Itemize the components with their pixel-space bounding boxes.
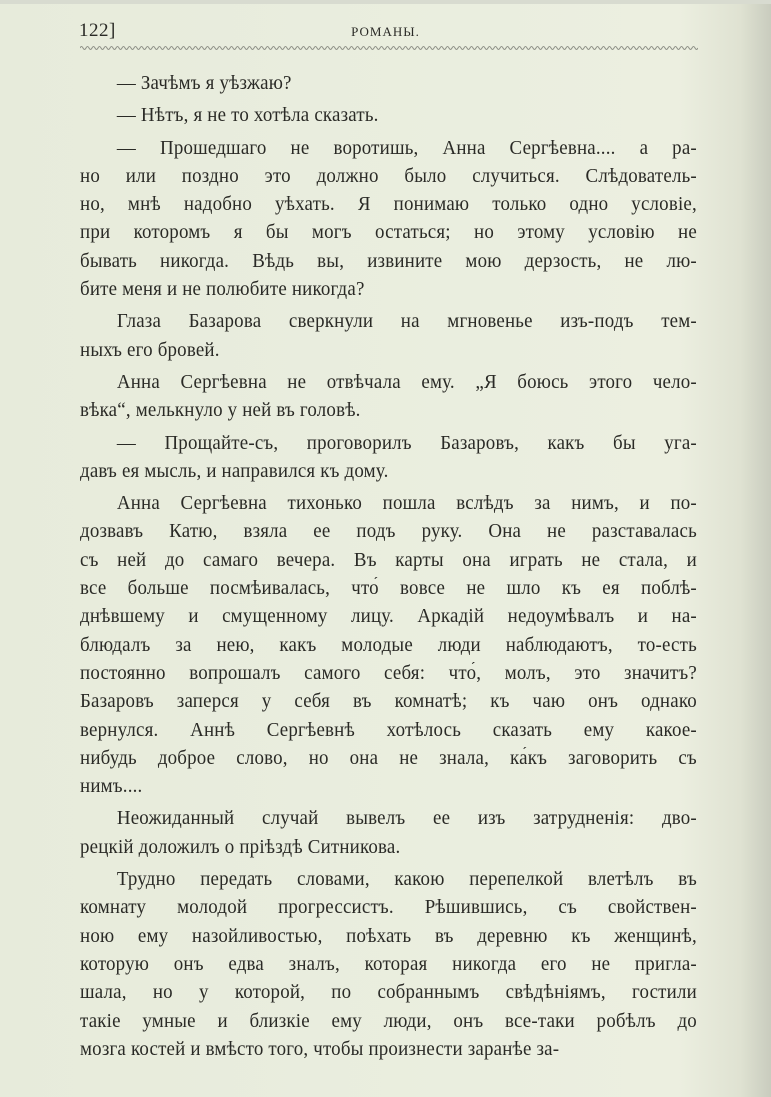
text-line: днѣвшему и смущенному лицу. Аркадій недоумѣвалъ и на- bbox=[80, 606, 697, 628]
text-line: шала, но у которой, по собраннымъ свѣдѣніямъ, гостили bbox=[80, 982, 697, 1004]
text-line: нимъ.... bbox=[80, 776, 143, 798]
text-line: Базаровъ заперся у себя въ комнатѣ; къ чаю онъ однако bbox=[80, 691, 697, 713]
text-line: давъ ея мысль, и направился къ дому. bbox=[80, 460, 389, 482]
text-line: комнату молодой прогрессистъ. Рѣшившись, съ свойствен- bbox=[80, 897, 697, 919]
paragraph bbox=[80, 308, 697, 365]
text-line: ныхъ его бровей. bbox=[80, 339, 220, 361]
text-line: вернулся. Аннѣ Сергѣевнѣ хотѣлось сказать ему какое- bbox=[80, 719, 697, 741]
wavy-rule-divider bbox=[80, 44, 698, 52]
text-line: Глаза Базарова сверкнули на мгновенье изъ-подъ тем- bbox=[116, 311, 697, 333]
text-line: мозга костей и вмѣсто того, чтобы произнести заранѣе за- bbox=[80, 1038, 560, 1060]
text-line: — Прощайте-съ, проговорилъ Базаровъ, какъ бы уга- bbox=[116, 432, 697, 454]
paragraph bbox=[80, 369, 697, 426]
scan-edge bbox=[0, 0, 771, 4]
text-line: — Прошедшаго не воротишь, Анна Сергѣевна.... а ра- bbox=[116, 137, 697, 159]
text-line: — Нѣтъ, я не то хотѣла сказать. bbox=[116, 105, 379, 127]
text-line: все больше посмѣивалась, что́ вовсе не шло къ ея поблѣ- bbox=[80, 578, 697, 600]
page-body-text bbox=[80, 70, 697, 1068]
text-line: — Зачѣмъ я уѣзжаю? bbox=[116, 73, 292, 94]
paragraph bbox=[80, 430, 697, 487]
text-line: которую онъ едва зналъ, которая никогда его не пригла- bbox=[80, 953, 697, 975]
text-line: постоянно вопрошалъ самого себя: что́, молъ, это значитъ? bbox=[80, 662, 697, 684]
paragraph bbox=[80, 102, 697, 130]
text-line: нибудь доброе слово, но она не знала, ка́къ заговорить съ bbox=[80, 747, 697, 769]
running-title: РОМАНЫ. bbox=[351, 24, 420, 39]
paragraph bbox=[80, 866, 697, 1064]
paragraph bbox=[80, 490, 697, 801]
page-number: 122] bbox=[79, 20, 116, 41]
text-line: Неожиданный случай вывелъ ее изъ затрудненія: дво- bbox=[116, 808, 697, 830]
paragraph bbox=[80, 70, 697, 98]
text-line: блюдалъ за нею, какъ молодые люди наблюдаютъ, то-есть bbox=[80, 634, 697, 656]
text-line: Трудно передать словами, какою перепелкой влетѣлъ въ bbox=[116, 869, 697, 891]
paragraph bbox=[80, 135, 697, 305]
text-line: бывать никогда. Вѣдь вы, извините мою дерзость, не лю- bbox=[80, 250, 697, 272]
text-line: такіе умные и близкіе ему люди, онъ все-таки робѣлъ до bbox=[80, 1010, 697, 1032]
text-line: ною ему назойливостью, поѣхать въ деревню къ женщинѣ, bbox=[80, 925, 697, 947]
text-line: бите меня и не полюбите никогда? bbox=[80, 279, 365, 301]
text-line: вѣка“, мелькнуло у ней въ головѣ. bbox=[80, 400, 361, 422]
paragraph bbox=[80, 805, 697, 862]
text-line: рецкій доложилъ о пріѣздѣ Ситникова. bbox=[80, 836, 401, 858]
text-line: но или поздно это должно было случиться. Слѣдователь- bbox=[80, 165, 697, 187]
text-line: дозвавъ Катю, взяла ее подъ руку. Она не разставалась bbox=[80, 521, 697, 543]
text-line: съ ней до самаго вечера. Въ карты она играть не стала, и bbox=[80, 549, 697, 571]
text-line: Анна Сергѣевна тихонько пошла вслѣдъ за нимъ, и по- bbox=[116, 493, 697, 515]
text-line: при которомъ я бы могъ остаться; но этому условію не bbox=[80, 222, 697, 244]
text-line: но, мнѣ надобно уѣхать. Я понимаю только одно условіе, bbox=[80, 194, 697, 216]
text-line: Анна Сергѣевна не отвѣчала ему. „Я боюсь этого чело- bbox=[116, 371, 697, 393]
